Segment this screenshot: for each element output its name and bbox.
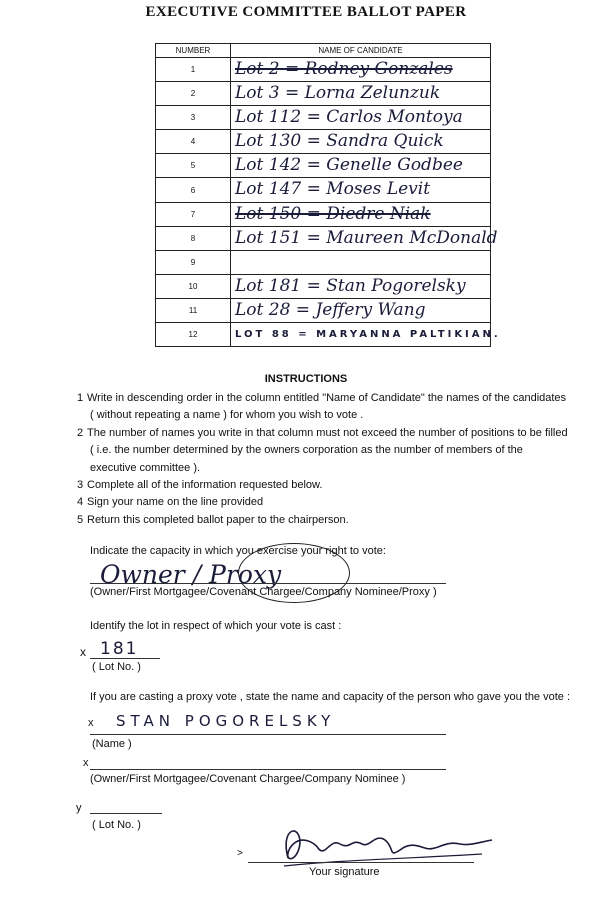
lot-prompt: Identify the lot in respect of which your vote is cast :	[90, 620, 342, 632]
signature-scribble-icon[interactable]	[270, 818, 500, 878]
proxy-lot-y-mark: y	[76, 802, 82, 814]
candidate-entry: Lot 151 = Maureen McDonald	[235, 227, 498, 248]
proxy-name-value[interactable]: STAN POGORELSKY	[116, 712, 336, 730]
candidate-cell[interactable]	[231, 226, 498, 250]
lot-x-mark: x	[80, 645, 86, 659]
candidate-entry: Lot 150 = Diedre Niak	[235, 203, 431, 224]
instruction-item: 5 Return this completed ballot paper to the chairperson.	[77, 513, 349, 526]
candidate-cell[interactable]	[231, 82, 491, 106]
row-number: 10	[156, 274, 231, 298]
candidate-cell[interactable]	[231, 154, 491, 178]
proxy-lot-line	[90, 813, 162, 814]
candidate-entry: Lot 142 = Genelle Godbee	[235, 155, 463, 176]
row-number: 9	[156, 250, 231, 274]
instruction-item: 4 Sign your name on the line provided	[77, 496, 264, 509]
table-row	[156, 274, 491, 298]
ballot-title: EXECUTIVE COMMITTEE BALLOT PAPER	[145, 4, 467, 20]
capacity-prompt: Indicate the capacity in which you exercise your right to vote:	[90, 545, 386, 557]
candidate-entry: LOT 88 = MARYANNA PALTIKIAN.	[235, 329, 501, 341]
proxy-name-line	[90, 734, 446, 735]
capacity-line	[90, 583, 446, 584]
signature-mark: >	[237, 848, 243, 859]
candidate-table	[155, 43, 501, 347]
signature-caption: Your signature	[309, 866, 380, 878]
row-number: 5	[156, 154, 231, 178]
instruction-item: 1 Write in descending order in the column entitled "Name of Candidate" the names of the candidates ( without repeating a name ) for whom you wish to vote .	[77, 392, 567, 422]
signature-line	[248, 862, 474, 863]
candidate-cell[interactable]	[231, 106, 491, 130]
candidate-entry: Lot 2 = Rodney Gonzales	[235, 59, 453, 79]
candidate-cell[interactable]	[231, 130, 491, 154]
table-row	[156, 298, 491, 322]
candidate-entry: Lot 181 = Stan Pogorelsky	[235, 275, 466, 296]
row-number: 12	[156, 323, 231, 347]
candidate-entry: Lot 28 = Jeffery Wang	[235, 299, 426, 320]
candidate-entry: Lot 130 = Sandra Quick	[235, 131, 444, 152]
proxy-prompt: If you are casting a proxy vote , state the name and capacity of the person who gave you the vote :	[90, 691, 571, 703]
table-row	[156, 154, 491, 178]
row-number: 2	[156, 82, 231, 106]
candidate-entry: Lot 112 = Carlos Montoya	[235, 107, 463, 128]
candidate-entry: Lot 147 = Moses Levit	[235, 179, 431, 200]
table-row	[156, 178, 491, 202]
capacity-options: (Owner/First Mortgagee/Covenant Chargee/Company Nominee/Proxy )	[90, 586, 437, 598]
column-header-number: NUMBER	[156, 44, 231, 58]
lot-line	[90, 658, 160, 659]
instruction-item: 3 Complete all of the information requested below.	[77, 479, 323, 492]
instruction-item: 2 The number of names you write in that column must not exceed the number of positions to be filled ( i.e. the number determined by the owners corporation as the number of members of the executive committee ).	[77, 426, 568, 474]
row-number: 7	[156, 202, 231, 226]
lot-value[interactable]: 181	[100, 639, 139, 659]
row-number: 3	[156, 106, 231, 130]
proxy-capacity-x-mark: x	[83, 757, 89, 769]
candidate-entry: Lot 3 = Lorna Zelunzuk	[235, 83, 441, 104]
table-row	[156, 82, 491, 106]
row-number: 6	[156, 178, 231, 202]
proxy-lot-caption: ( Lot No. )	[92, 819, 141, 831]
candidate-cell[interactable]	[231, 298, 491, 322]
proxy-capacity-line	[90, 769, 446, 770]
capacity-answer[interactable]: Owner / Proxy	[100, 560, 282, 589]
proxy-name-caption: (Name )	[92, 738, 132, 750]
candidate-cell[interactable]	[231, 178, 491, 202]
row-number: 1	[156, 58, 231, 82]
table-row	[156, 58, 491, 82]
row-number: 4	[156, 130, 231, 154]
row-number: 11	[156, 298, 231, 322]
table-row	[156, 323, 491, 347]
proxy-name-x-mark: x	[88, 717, 94, 729]
proxy-capacity-caption: (Owner/First Mortgagee/Covenant Chargee/Company Nominee )	[90, 773, 406, 785]
column-header-name: NAME OF CANDIDATE	[231, 44, 491, 58]
candidate-cell[interactable]	[231, 202, 491, 226]
candidate-cell[interactable]	[231, 274, 491, 298]
candidate-cell[interactable]	[231, 250, 491, 274]
table-row	[156, 130, 491, 154]
lot-caption: ( Lot No. )	[92, 661, 141, 673]
table-row	[156, 226, 491, 250]
table-row	[156, 250, 491, 274]
candidate-cell[interactable]	[231, 323, 501, 347]
table-row	[156, 106, 491, 130]
instructions-list	[77, 390, 597, 529]
row-number: 8	[156, 226, 231, 250]
candidate-cell[interactable]	[231, 58, 491, 82]
table-row	[156, 202, 491, 226]
instructions-heading: INSTRUCTIONS	[264, 373, 348, 385]
